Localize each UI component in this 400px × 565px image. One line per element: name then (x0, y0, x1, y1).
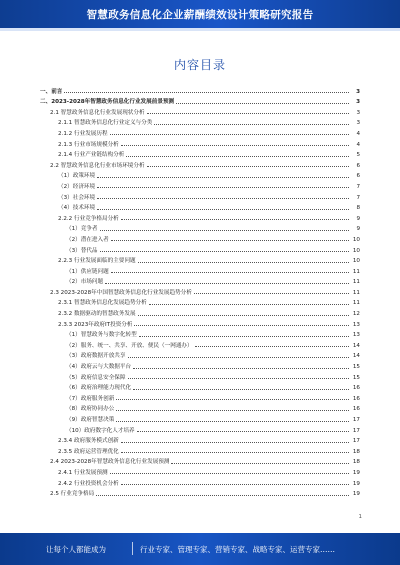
page-number: 1 (358, 514, 362, 520)
toc-leader-dots (105, 282, 349, 284)
toc-entry-page: 3 (356, 88, 360, 95)
toc-entry-text: 2.3.1 智慧政务信息化发展趋势分析 (58, 300, 147, 307)
toc-entry-text: （8）政府协同办公 (66, 406, 115, 413)
toc-entry-text: （1）智慧政务与数字化转型 (66, 332, 137, 339)
toc-entry[interactable] (40, 105, 360, 116)
toc-entry[interactable] (40, 306, 360, 317)
toc-entry[interactable] (40, 402, 360, 413)
toc-leader-dots (121, 144, 349, 146)
toc-leader-dots (100, 250, 349, 252)
toc-entry-page: 19 (352, 491, 360, 498)
toc-entry-page: 11 (352, 279, 360, 286)
toc-leader-dots (110, 472, 349, 474)
toc-entry[interactable] (40, 434, 360, 445)
toc-entry[interactable] (40, 179, 360, 190)
toc-entry-text: 一、前言 (40, 88, 63, 95)
toc-entry-page: 10 (352, 247, 360, 254)
report-header-bar (0, 0, 400, 28)
toc-entry-text: 2.2.2 行业竞争格局分析 (58, 215, 119, 222)
toc-entry-page: 19 (352, 480, 360, 487)
toc-leader-dots (176, 102, 349, 104)
toc-leader-dots (116, 409, 349, 411)
toc-entry-page: 17 (352, 438, 360, 445)
toc-entry[interactable] (40, 201, 360, 212)
toc-entry[interactable] (40, 317, 360, 328)
toc-entry-text: 2.1 智慧政务信息化行业发展现状分析 (50, 109, 145, 116)
toc-entry-text: （6）政府治理能力现代化 (66, 385, 132, 392)
toc-entry[interactable] (40, 158, 360, 169)
toc-entry-page: 15 (352, 364, 360, 371)
toc-entry[interactable] (40, 487, 360, 498)
toc-entry-text: 2.1.3 行业市场规模分析 (58, 141, 119, 148)
toc-leader-dots (64, 91, 349, 93)
toc-entry-text: 2.3 2023-2028年中国智慧政务信息化行业发展趋势分析 (50, 289, 192, 296)
toc-entry-text: 2.3.3 2023年政府IT投资分析 (58, 321, 133, 328)
toc-entry-page: 6 (356, 173, 360, 180)
toc-entry-page: 10 (352, 236, 360, 243)
toc-leader-dots (97, 208, 349, 210)
toc-entry[interactable] (40, 296, 360, 307)
toc-entry[interactable] (40, 169, 360, 180)
toc-entry[interactable] (40, 328, 360, 339)
toc-entry-page: 9 (356, 226, 360, 233)
toc-entry-page: 15 (352, 374, 360, 381)
toc-entry[interactable] (40, 285, 360, 296)
toc-entry-text: （9）政府智慧决策 (66, 417, 115, 423)
toc-leader-dots (96, 494, 349, 496)
toc-entry-page: 4 (356, 130, 360, 137)
toc-leader-dots (97, 176, 349, 178)
toc-entry-text: 2.2.3 行业发展面临的主要问题 (58, 258, 136, 265)
toc-entry[interactable] (40, 254, 360, 265)
toc-entry-text: （2）潜在进入者 (66, 236, 109, 243)
toc-entry-page: 12 (352, 311, 360, 318)
toc-entry[interactable] (40, 359, 360, 370)
table-of-contents (40, 84, 360, 497)
toc-leader-dots (138, 314, 349, 316)
toc-leader-dots (149, 303, 349, 305)
toc-leader-dots (194, 292, 349, 294)
toc-leader-dots (137, 430, 349, 432)
toc-entry[interactable] (40, 95, 360, 106)
toc-entry-page: 3 (356, 99, 360, 106)
toc-leader-dots (100, 229, 349, 231)
toc-leader-dots (128, 356, 350, 358)
toc-entry[interactable] (40, 137, 360, 148)
toc-leader-dots (139, 335, 349, 337)
toc-entry-text: （1）政策环境 (58, 173, 96, 180)
toc-leader-dots (121, 451, 349, 453)
toc-entry[interactable] (40, 190, 360, 201)
toc-entry-text: 2.3.5 政府运营管理优化 (58, 448, 119, 455)
toc-entry[interactable] (40, 381, 360, 392)
toc-entry-page: 9 (356, 215, 360, 222)
toc-leader-dots (97, 197, 349, 199)
toc-entry-text: 2.4.2 行业投资机会分析 (58, 480, 119, 487)
toc-entry-text: （2）经济环境 (58, 183, 96, 190)
toc-entry[interactable] (40, 116, 360, 127)
toc-entry-text: （3）政府数据开放共享 (66, 353, 126, 360)
toc-leader-dots (171, 462, 349, 464)
toc-entry-text: （3）社会环境 (58, 194, 96, 201)
toc-entry[interactable] (40, 465, 360, 476)
toc-leader-dots (147, 112, 349, 114)
toc-entry-page: 10 (352, 258, 360, 265)
toc-entry-page: 11 (352, 268, 360, 275)
toc-entry[interactable] (40, 370, 360, 381)
toc-entry-page: 13 (352, 321, 360, 328)
toc-entry[interactable] (40, 444, 360, 455)
toc-entry-page: 17 (352, 427, 360, 434)
report-title: 智慧政务信息化企业薪酬绩效设计策略研究报告 (86, 9, 314, 21)
toc-leader-dots (110, 133, 349, 135)
toc-entry-page: 16 (352, 385, 360, 392)
toc-leader-dots (154, 123, 349, 125)
toc-entry[interactable] (40, 338, 360, 349)
toc-entry-page: 18 (352, 459, 360, 466)
toc-entry-page: 3 (356, 120, 360, 127)
toc-entry-page: 8 (356, 205, 360, 212)
toc-leader-dots (128, 377, 350, 379)
toc-entry-text: （2）市场问题 (66, 279, 104, 286)
toc-entry-page: 19 (352, 469, 360, 476)
toc-entry-text: 2.1.4 行业产业链结构分析 (58, 152, 125, 159)
toc-entry-page: 3 (356, 109, 360, 116)
toc-entry[interactable] (40, 211, 360, 222)
toc-leader-dots (121, 441, 349, 443)
toc-entry-text: 2.4 2023-2028年智慧政务信息化行业发展预测 (50, 459, 170, 466)
toc-entry[interactable] (40, 349, 360, 360)
toc-entry-page: 16 (352, 406, 360, 413)
toc-entry-text: （1）竞争者 (66, 226, 98, 233)
toc-entry-text: 2.3.4 政府服务模式创新 (58, 438, 119, 445)
toc-entry-page: 13 (352, 332, 360, 339)
toc-leader-dots (121, 483, 349, 485)
toc-entry-page: 6 (356, 162, 360, 169)
toc-entry-page: 7 (356, 183, 360, 190)
footer-bar (0, 533, 400, 565)
toc-leader-dots (195, 345, 349, 347)
footer-divider (132, 542, 133, 555)
toc-entry-page: 5 (356, 152, 360, 159)
toc-entry-text: （4）技术环境 (58, 205, 96, 212)
toc-leader-dots (97, 186, 349, 188)
toc-entry[interactable] (40, 391, 360, 402)
toc-leader-dots (116, 420, 349, 422)
toc-entry[interactable] (40, 84, 360, 95)
toc-leader-dots (116, 398, 349, 400)
toc-leader-dots (138, 261, 349, 263)
toc-entry-page: 7 (356, 194, 360, 201)
toc-entry-page: 14 (352, 353, 360, 360)
toc-entry[interactable] (40, 222, 360, 233)
toc-entry-text: 2.2 智慧政务信息化行业市场环境分析 (50, 162, 145, 169)
toc-entry-text: 2.3.2 数据驱动的智慧政务发展 (58, 311, 136, 318)
header-accent-line (0, 28, 400, 31)
toc-leader-dots (134, 324, 349, 326)
toc-entry[interactable] (40, 455, 360, 466)
toc-entry-text: （1）供应链问题 (66, 268, 109, 275)
toc-entry-text: 2.4.1 行业发展预测 (58, 469, 108, 476)
toc-entry[interactable] (40, 148, 360, 159)
toc-entry-page: 4 (356, 141, 360, 148)
footer-slogan-right: 行业专家、管理专家、营销专家、战略专家、运营专家…… (140, 545, 335, 554)
footer-slogan-left: 让每个人都能成为 (46, 545, 106, 554)
toc-entry-text: 二、2023-2028年智慧政务信息化行业发展前景预测 (40, 99, 175, 106)
toc-leader-dots (121, 218, 349, 220)
toc-entry-text: （5）政府信息安全保障 (66, 374, 126, 381)
toc-entry[interactable] (40, 243, 360, 254)
toc-entry-text: （4）政府云与大数据平台 (66, 364, 132, 371)
toc-entry-text: 2.1.1 智慧政务信息化行业定义与分类 (58, 120, 153, 127)
toc-entry-text: （3）替代品 (66, 247, 98, 254)
toc-entry-page: 16 (352, 395, 360, 402)
toc-entry-page: 11 (352, 300, 360, 307)
toc-entry[interactable] (40, 264, 360, 275)
toc-entry[interactable] (40, 423, 360, 434)
toc-entry-text: （2）服务、统一、共享、开放、便民（一网通办） (66, 342, 193, 349)
toc-entry[interactable] (40, 275, 360, 286)
toc-leader-dots (111, 271, 349, 273)
toc-leader-dots (133, 388, 349, 390)
toc-entry[interactable] (40, 232, 360, 243)
toc-entry[interactable] (40, 126, 360, 137)
toc-leader-dots (126, 155, 349, 157)
toc-entry-text: （10）政府数字化人才培养 (66, 427, 135, 434)
toc-entry-page: 17 (352, 417, 360, 423)
toc-entry[interactable] (40, 412, 360, 423)
toc-leader-dots (111, 239, 349, 241)
toc-title: 内容目录 (173, 58, 226, 72)
toc-entry-text: （7）政府服务创新 (66, 395, 115, 402)
toc-entry-page: 14 (352, 342, 360, 349)
toc-entry-page: 11 (352, 289, 360, 296)
toc-leader-dots (147, 165, 349, 167)
toc-entry[interactable] (40, 476, 360, 487)
toc-leader-dots (133, 367, 349, 369)
toc-entry-text: 2.1.2 行业发展历程 (58, 130, 108, 137)
toc-entry-text: 2.5 行业竞争格局 (50, 491, 95, 498)
toc-entry-page: 18 (352, 448, 360, 455)
